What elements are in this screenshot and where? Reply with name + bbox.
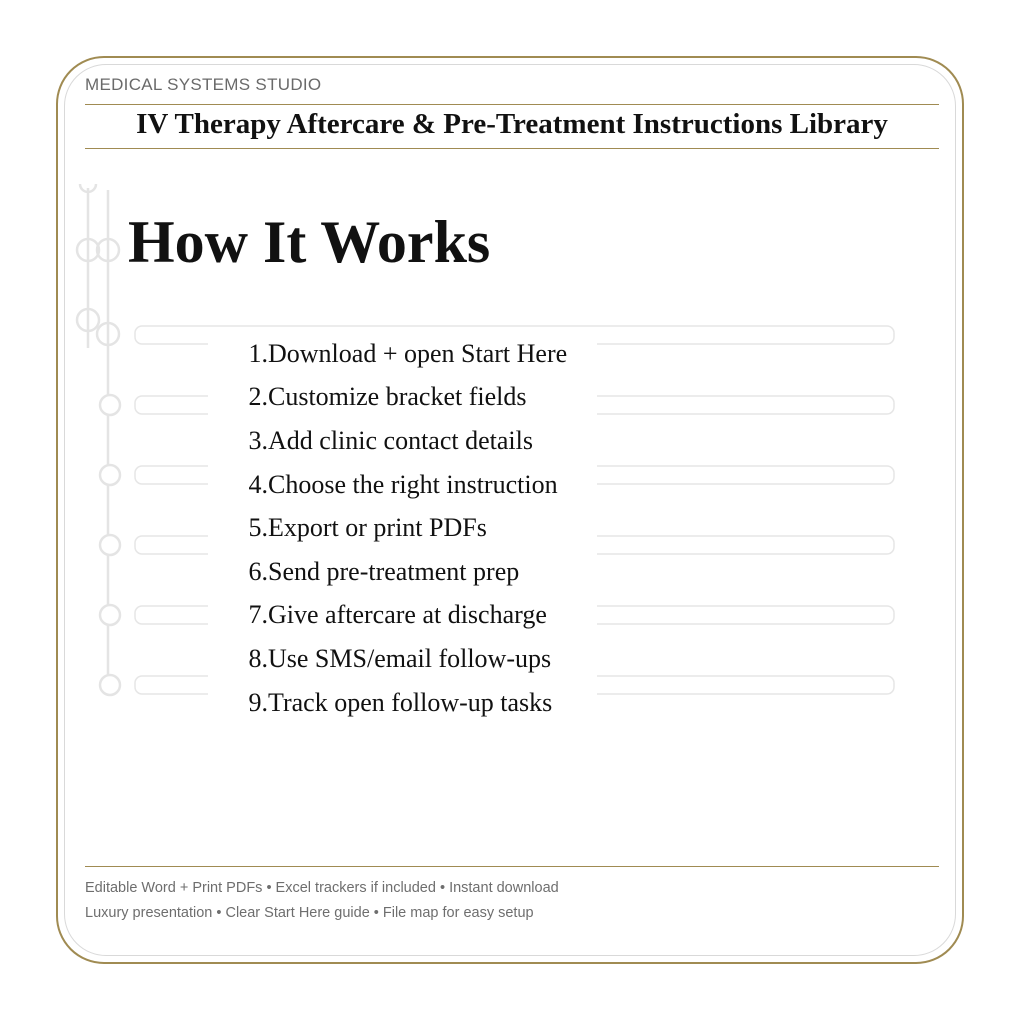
section-title: How It Works xyxy=(128,209,491,275)
step-text: Add clinic contact details xyxy=(268,425,533,455)
step-number: 8. xyxy=(248,643,268,673)
footer-rule xyxy=(85,866,939,867)
step-number: 2. xyxy=(248,382,268,412)
step-number: 9. xyxy=(248,687,268,717)
step-number: 3. xyxy=(248,425,268,455)
footer-features-line: Editable Word + Print PDFs • Excel trackers if included • Instant download xyxy=(85,880,559,896)
step-number: 4. xyxy=(248,469,268,499)
timeline-node xyxy=(100,535,120,555)
step-item xyxy=(208,550,597,594)
step-item xyxy=(208,332,597,376)
step-item xyxy=(208,594,597,638)
step-text: Export or print PDFs xyxy=(268,513,487,543)
steps-list xyxy=(208,332,597,724)
timeline-node xyxy=(100,675,120,695)
document-title: IV Therapy Aftercare & Pre-Treatment Instructions Library xyxy=(136,108,888,140)
step-text: Use SMS/email follow-ups xyxy=(268,643,552,673)
step-number: 5. xyxy=(248,513,268,543)
step-item xyxy=(208,681,597,725)
step-item xyxy=(208,637,597,681)
step-number: 7. xyxy=(248,600,268,630)
header-rule-top xyxy=(85,104,939,105)
timeline-node xyxy=(100,605,120,625)
step-number: 1. xyxy=(248,338,268,368)
timeline-node xyxy=(100,395,120,415)
step-item xyxy=(208,463,597,507)
step-item xyxy=(208,506,597,550)
step-item xyxy=(208,419,597,463)
step-number: 6. xyxy=(248,556,268,586)
step-text: Give aftercare at discharge xyxy=(268,600,547,630)
step-item xyxy=(208,376,597,420)
header-rule-bottom xyxy=(85,148,939,149)
brand-label: MEDICAL SYSTEMS STUDIO xyxy=(85,75,322,94)
footer-presentation-line: Luxury presentation • Clear Start Here guide • File map for easy setup xyxy=(85,905,534,921)
step-text: Customize bracket fields xyxy=(268,382,527,412)
step-text: Send pre-treatment prep xyxy=(268,556,520,586)
step-text: Choose the right instruction xyxy=(268,469,558,499)
step-text: Download + open Start Here xyxy=(268,338,568,368)
step-text: Track open follow-up tasks xyxy=(268,687,553,717)
timeline-node xyxy=(100,465,120,485)
